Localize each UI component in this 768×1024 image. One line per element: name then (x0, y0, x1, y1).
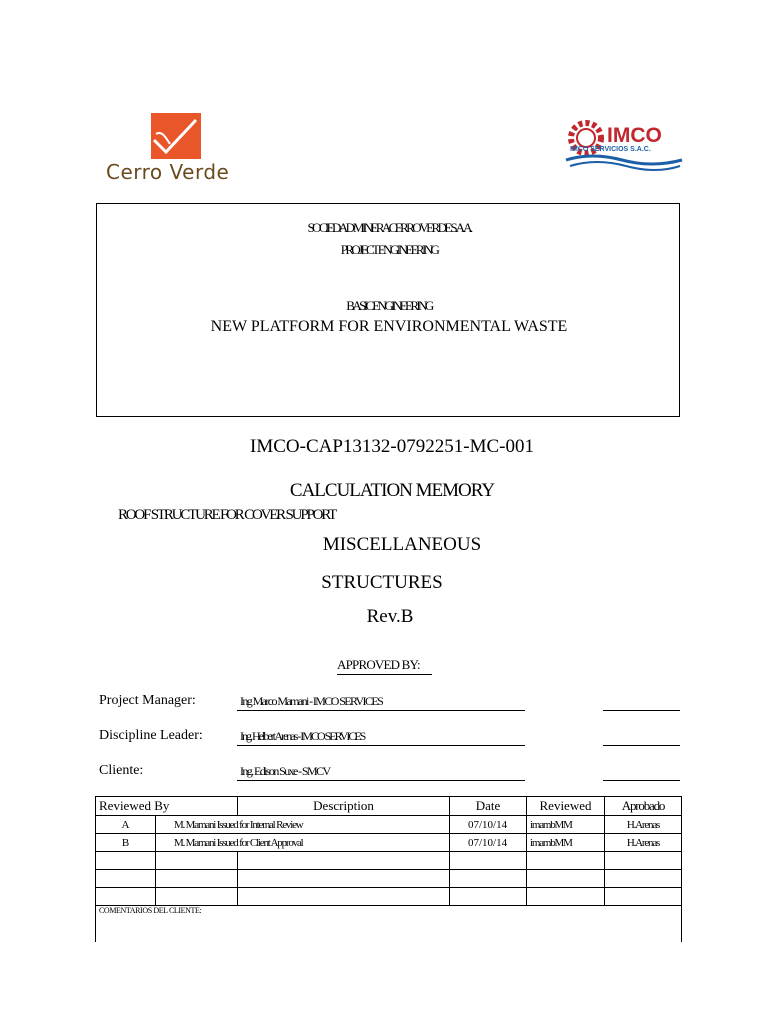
discipline-leader-date-line (603, 745, 680, 746)
rev-reviewed (527, 870, 605, 888)
project-manager-signature-line (237, 710, 525, 711)
rev-code: A (96, 816, 156, 834)
imco-subtitle: IMCO SERVICIOS S.A.C. (570, 146, 651, 153)
rev-description: M. Mamani Issued for Client Approval (156, 834, 450, 852)
approved-by-heading: APPROVED BY: (337, 657, 432, 675)
rev-description (238, 852, 450, 870)
rev-code: B (96, 834, 156, 852)
engineering-phase: BASIC ENGINEERING (346, 298, 432, 313)
document-subtitle: ROOF STRUCTURE FOR COVER SUPPORT (118, 507, 336, 523)
table-row (96, 852, 682, 870)
revision-label: Rev.B (366, 606, 414, 627)
discipline-leader-signature-line (237, 745, 525, 746)
client-signature-line (237, 780, 525, 781)
rev-description (238, 870, 450, 888)
rev-date (450, 888, 527, 906)
document-category: MISCELLANEOUS (322, 534, 482, 555)
rev-approved (605, 888, 682, 906)
cerro-verde-wordmark: Cerro Verde (106, 160, 230, 184)
document-category-2: STRUCTURES (321, 572, 443, 593)
rev-code (96, 870, 156, 888)
rev-date: 07/10/14 (450, 816, 527, 834)
rev-code (96, 888, 156, 906)
project-manager-label: Project Manager: (99, 693, 196, 708)
header-date: Date (450, 797, 527, 816)
rev-description: M. Mamani Issued for Internal Review (156, 816, 450, 834)
department-name: PROJECT ENGINEERING (340, 242, 438, 257)
rev-by (156, 870, 238, 888)
rev-date (450, 870, 527, 888)
header-aprobado: Aprobado (605, 797, 682, 816)
table-row (96, 888, 682, 906)
cerro-verde-logo (96, 110, 256, 190)
table-row (96, 870, 682, 888)
rev-date (450, 852, 527, 870)
rev-approved (605, 870, 682, 888)
header-reviewed-by: Reviewed By (96, 797, 238, 816)
rev-by (156, 852, 238, 870)
rev-date: 07/10/14 (450, 834, 527, 852)
revision-table-header (96, 797, 682, 816)
company-name: SOCIEDAD MINERA CERRO VERDE S.A.A. (307, 220, 471, 235)
rev-approved (605, 852, 682, 870)
discipline-leader-name: Ing. Helbert Arenas - IMCO SERVICES (240, 729, 365, 743)
document-title: CALCULATION MEMORY (289, 480, 495, 501)
rev-reviewed (527, 852, 605, 870)
revision-table (95, 796, 682, 942)
rev-reviewed (527, 888, 605, 906)
rev-approved: H.Arenas (605, 816, 682, 834)
discipline-leader-label: Discipline Leader: (99, 728, 203, 743)
imco-wordmark: IMCO (607, 124, 662, 147)
header-description: Description (238, 797, 450, 816)
rev-reviewed: imambMM (527, 816, 605, 834)
document-number: IMCO-CAP13132-0792251-MC-001 (250, 436, 534, 457)
rev-by (156, 888, 238, 906)
header-reviewed: Reviewed (527, 797, 605, 816)
client-name: Ing. Edison Suxe - SMCV (240, 764, 330, 778)
client-comments-label: COMENTARIOS DEL CLIENTE: (96, 906, 682, 943)
table-row (96, 816, 682, 834)
project-manager-name: Ing Marco Mamani - IMCO SERVICES (240, 694, 383, 708)
rev-code (96, 852, 156, 870)
client-comments-row (96, 906, 682, 943)
project-name: NEW PLATFORM FOR ENVIRONMENTAL WASTE (210, 318, 568, 335)
rev-approved: H.Arenas (605, 834, 682, 852)
rev-reviewed: imambMM (527, 834, 605, 852)
project-header-box (96, 203, 680, 417)
rev-description (238, 888, 450, 906)
project-manager-date-line (603, 710, 680, 711)
client-label: Cliente: (99, 763, 144, 778)
client-date-line (603, 780, 680, 781)
table-row (96, 834, 682, 852)
imco-logo (562, 116, 692, 176)
